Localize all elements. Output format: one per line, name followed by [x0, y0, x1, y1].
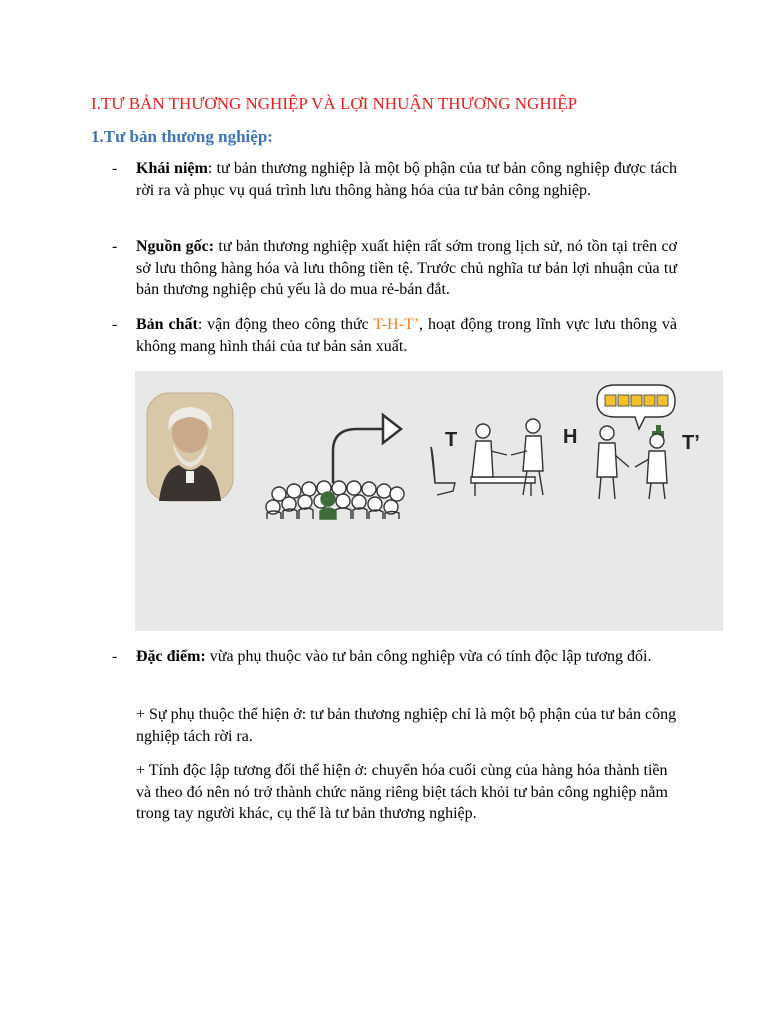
list-item-nguon-goc: [112, 236, 677, 301]
term-text: : tư bản thương nghiệp là một bộ phận của tư bản công nghiệp được tách rời ra và phục vụ quá trình lưu thông hàng hóa của tư bản công nghiệp.: [136, 160, 678, 199]
list-item-khai-niem: [112, 158, 677, 201]
term-label: Khái niệm: [136, 160, 208, 177]
list-dash: -: [112, 648, 118, 665]
illustration-drawing: [135, 371, 723, 631]
term-text: : vận động theo công thức: [197, 316, 374, 333]
list-item-dac-diem: [112, 646, 677, 668]
illustration: [135, 371, 723, 631]
term-text-after: , hoạt động trong lĩnh vực lưu thông và không mang hình thái của tư bản sản xuất.: [136, 316, 677, 355]
paragraph-independence: + Tính độc lập tương đối thể hiện ở: chuyển hóa cuối cùng của hàng hóa thành tiền và theo đó nên nó trở thành chức năng riêng biệt tách khỏi tư bản công nghiệp nằm trong tay người khác, cụ thể là tư bản thương nghiệp.: [136, 762, 668, 822]
label-t: T: [445, 429, 458, 451]
arrow-icon: [333, 415, 401, 483]
list-dash: -: [112, 316, 118, 333]
rating-bubble-icon: [597, 385, 675, 429]
term-label: Đặc điểm:: [136, 648, 206, 665]
two-people-handshake-icon: [597, 426, 667, 499]
portrait-image: [147, 393, 233, 501]
term-label: Nguồn gốc:: [136, 238, 215, 255]
list-item-ban-chat: [112, 314, 677, 357]
section-heading: I.TƯ BẢN THƯƠNG NGHIỆP VÀ LỢI NHUẬN THƯƠNG NGHIỆP: [91, 94, 578, 113]
paragraph-dependence: + Sự phụ thuộc thể hiện ở: tư bản thương nghiệp chỉ là một bộ phận của tư bản công nghiệp tách rời ra.: [136, 706, 677, 745]
term-text: tư bản thương nghiệp xuất hiện rất sớm trong lịch sử, nó tồn tại trên cơ sở lưu thông hàng hóa và lưu thông tiền tệ. Trước chủ nghĩa tư bản lợi nhuận của tư bản thương nghiệp chủ yếu là do mua rẻ-bán đắt.: [136, 238, 678, 298]
subsection-heading: 1.Tư bản thương nghiệp:: [91, 127, 273, 146]
term-label: Bản chất: [136, 316, 198, 333]
list-dash: -: [112, 160, 118, 177]
crowd-icon: [266, 481, 404, 519]
formula-text: T-H-T’: [373, 316, 420, 333]
term-text: vừa phụ thuộc vào tư bản công nghiệp vừa có tính độc lập tương đối.: [205, 648, 652, 665]
list-dash: -: [112, 238, 118, 255]
label-h: H: [563, 426, 578, 448]
label-t-prime: T’: [682, 432, 700, 454]
